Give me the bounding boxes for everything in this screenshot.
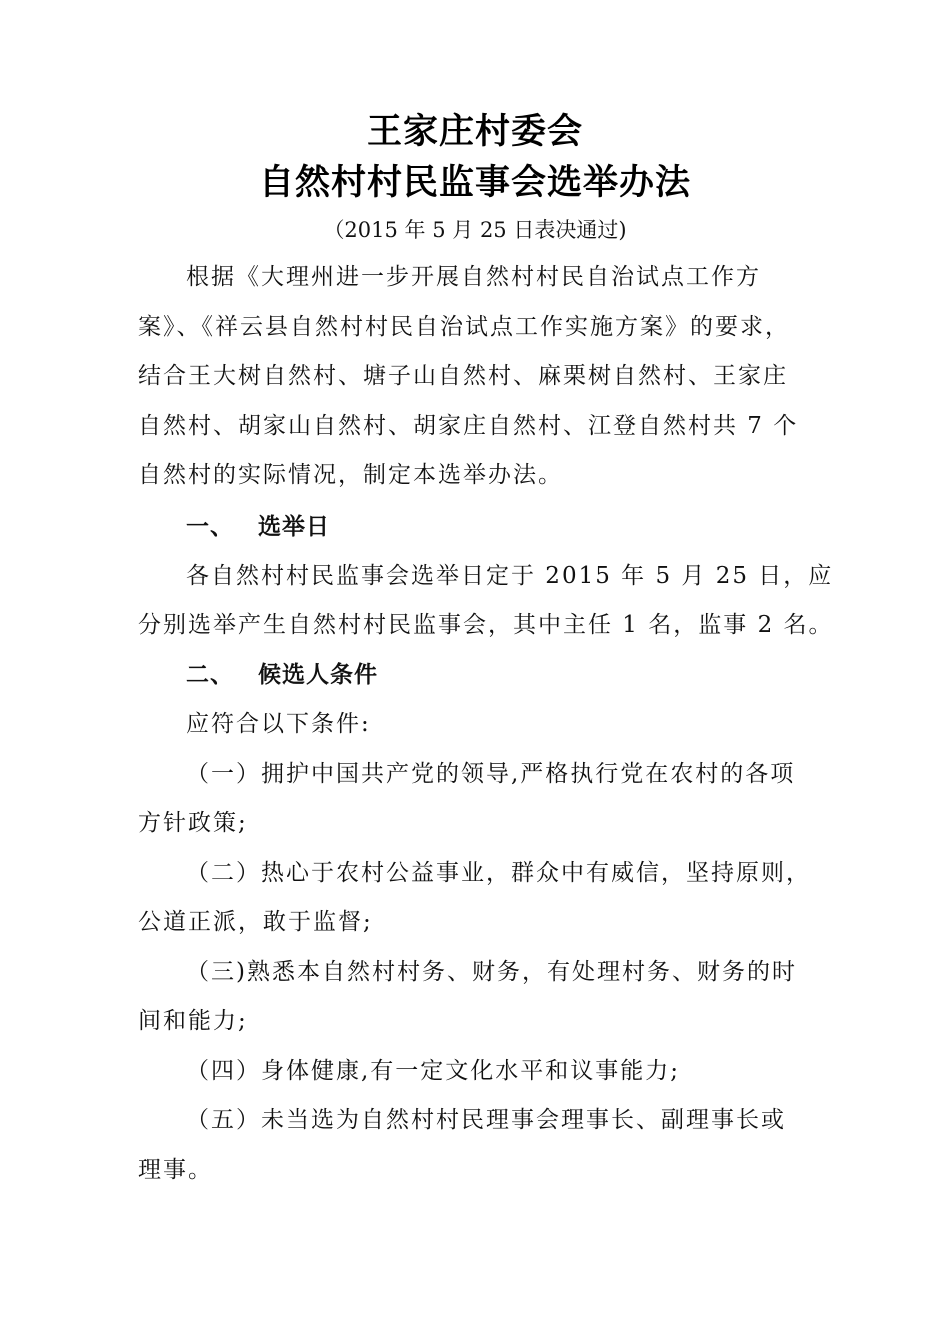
condition-item-line: 间和能力; xyxy=(138,1008,248,1034)
document-title-line2: 自然村村民监事会选举办法 xyxy=(258,163,691,203)
section1-number: 一、 xyxy=(186,514,234,540)
intro-line: 自然村、胡家山自然村、胡家庄自然村、江登自然村共 7 个 xyxy=(138,413,799,439)
condition-item-line: （二）热心于农村公益事业，群众中有威信，坚持原则， xyxy=(186,860,811,886)
condition-item-line: （一）拥护中国共产党的领导,严格执行党在农村的各项 xyxy=(186,761,796,787)
section2-heading xyxy=(186,660,378,690)
intro-line: 自然村的实际情况，制定本选举办法。 xyxy=(138,462,563,488)
section1-line: 各自然村村民监事会选举日定于 2015 年 5 月 25 日，应 xyxy=(186,563,834,589)
intro-line: 结合王大树自然村、塘子山自然村、麻栗树自然村、王家庄 xyxy=(138,363,788,389)
section1-line: 分别选举产生自然村村民监事会，其中主任 1 名，监事 2 名。 xyxy=(138,612,834,638)
section2-number: 二、 xyxy=(186,662,234,688)
section1-heading xyxy=(186,512,330,542)
intro-line: 根据《大理州进一步开展自然村村民自治试点工作方 xyxy=(186,264,761,290)
document-subtitle: （2015 年 5 月 25 日表决通过) xyxy=(323,218,627,242)
section2-lead: 应符合以下条件: xyxy=(186,711,371,737)
condition-item-line: 方针政策; xyxy=(138,810,248,836)
section1-title: 选举日 xyxy=(258,514,330,540)
condition-item-line: 公道正派，敢于监督; xyxy=(138,909,373,935)
condition-item-line: （四）身体健康,有一定文化水平和议事能力; xyxy=(186,1058,681,1084)
condition-item-line: （五）未当选为自然村村民理事会理事长、副理事长或 xyxy=(186,1107,786,1133)
document-title-line1: 王家庄村委会 xyxy=(366,112,583,152)
condition-item-line: （三)熟悉本自然村村务、财务，有处理村务、财务的时 xyxy=(186,959,797,985)
section2-title: 候选人条件 xyxy=(258,662,378,688)
condition-item-line: 理事。 xyxy=(138,1157,213,1183)
intro-line: 案》、《祥云县自然村村民自治试点工作实施方案》的要求， xyxy=(138,314,790,340)
